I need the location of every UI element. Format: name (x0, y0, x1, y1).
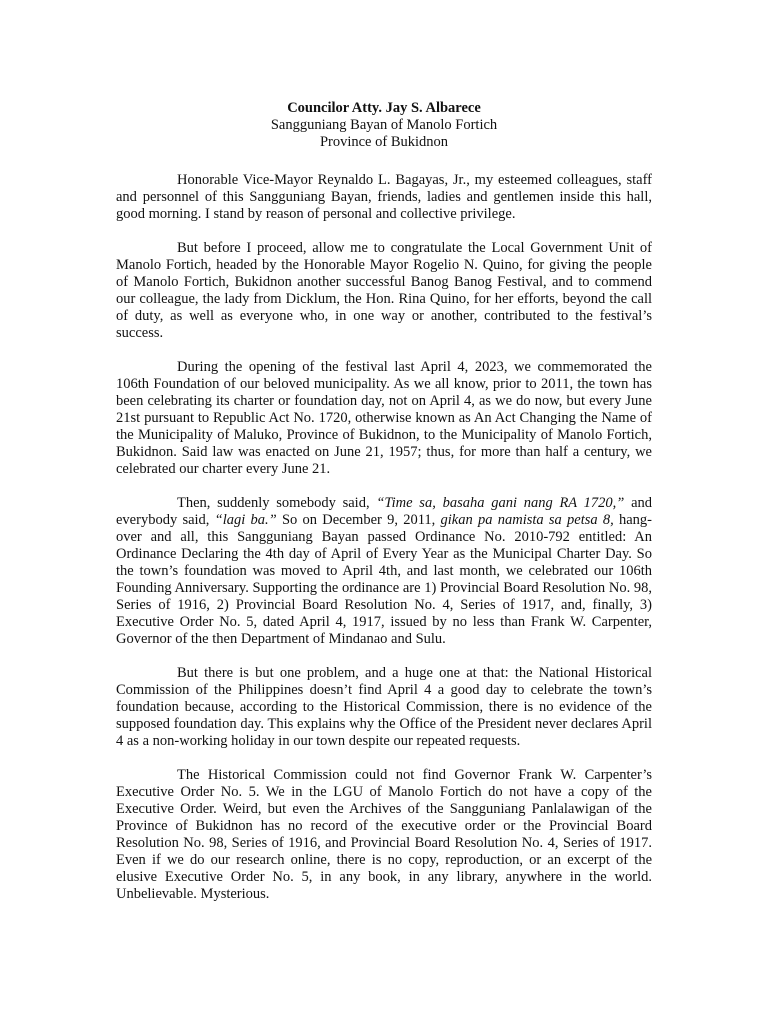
paragraph-ordinance-text-1: Then, suddenly somebody said, (177, 495, 377, 511)
paragraph-ordinance-quote-2: “lagi ba.” (214, 512, 277, 528)
paragraph-ordinance-text-4: hang-over and all, this Sangguniang Bayan passed Ordinance No. 2010-792 entitled: An Ordinance Declaring the 4th day of April of Every Year as the Municipal Charter Day. So the town’s foundation was moved to April 4th, and last month, we celebrated our 106th Founding Anniversary. Supporting the ordinance are 1) Provincial Board Resolution No. 98, Series of 1916, 2) Provincial Board Resolution No. 4, Series of 1917, and, finally, 3) Executive Order No. 5, dated April 4, 1917, issued by no less than Frank W. Carpenter, Governor of the then Department of Mindanao and Sulu. (116, 512, 653, 647)
paragraph-ordinance-quote-1: “Time sa, basaha gani nang RA 1720,” (376, 495, 625, 511)
paragraph-foundation-history: During the opening of the festival last April 4, 2023, we commemorated the 106th Foundation of our beloved municipality. As we all know, prior to 2011, the town has been celebrating its charter or foundation day, not on April 4, as we do now, but every June 21st pursuant to Republic Act No. 1720, otherwise known as An Act Changing the Name of the Municipality of Maluko, Province of Bukidnon, to the Municipality of Manolo Fortich, Bukidnon. Said law was enacted on June 21, 1957; thus, for more than half a century, we celebrated our charter every June 21. (116, 359, 652, 477)
speech-header (116, 100, 652, 151)
paragraph-ordinance-quote-3: gikan pa namista sa petsa 8, (440, 512, 614, 528)
paragraph-ordinance-text-3: So on December 9, 2011, (276, 512, 441, 528)
paragraph-greeting: Honorable Vice-Mayor Reynaldo L. Bagayas, Jr., my esteemed colleagues, staff and personnel of this Sangguniang Bayan, friends, ladies and gentlemen inside this hall, good morning. I stand by reason of personal and collective privilege. (116, 172, 652, 222)
speaker-name: Councilor Atty. Jay S. Albarece (287, 100, 481, 116)
speech-body (116, 172, 652, 903)
speaker-office: Sangguniang Bayan of Manolo Fortich (270, 117, 498, 133)
paragraph-ordinance (116, 495, 652, 648)
paragraph-ordinance-text-2: and everybody said, (116, 495, 652, 528)
paragraph-missing-order: The Historical Commission could not find Governor Frank W. Carpenter’s Executive Order No. 5. We in the LGU of Manolo Fortich do not have a copy of the Executive Order. Weird, but even the Archives of the Sangguniang Panlalawigan of the Province of Bukidnon has no record of the executive order or the Provincial Board Resolution No. 98, Series of 1916, and Provincial Board Resolution No. 4, Series of 1917. Even if we do our research online, there is no copy, reproduction, or an excerpt of the elusive Executive Order No. 5, in any book, in any library, anywhere in the world. Unbelievable. Mysterious. (116, 767, 652, 902)
paragraph-congratulations: But before I proceed, allow me to congratulate the Local Government Unit of Manolo Fortich, headed by the Honorable Mayor Rogelio N. Quino, for giving the people of Manolo Fortich, Bukidnon another successful Banog Banog Festival, and to commend our colleague, the lady from Dicklum, the Hon. Rina Quino, for her efforts, beyond the call of duty, as well as everyone who, in one way or another, contributed to the festival’s success. (116, 240, 652, 341)
speaker-province: Province of Bukidnon (319, 134, 449, 150)
paragraph-problem: But there is but one problem, and a huge one at that: the National Historical Commission of the Philippines doesn’t find April 4 a good day to celebrate the town’s foundation because, according to the Historical Commission, there is no evidence of the supposed foundation day. This explains why the Office of the President never declares April 4 as a non-working holiday in our town despite our repeated requests. (116, 665, 652, 749)
